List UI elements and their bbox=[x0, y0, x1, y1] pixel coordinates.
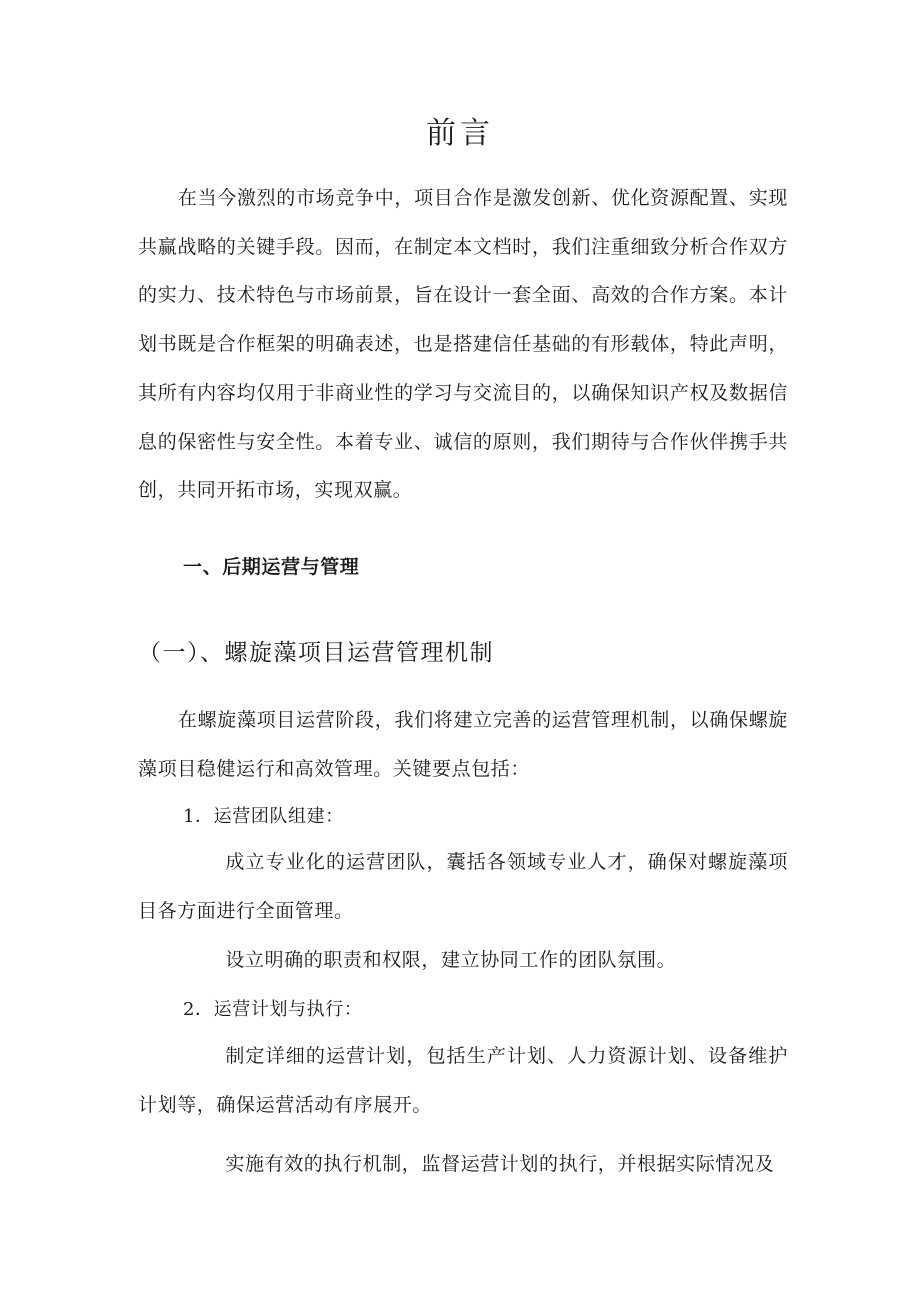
subsection-heading: （一）、螺旋藻项目运营管理机制 bbox=[138, 640, 494, 666]
list-item-paragraph: 实施有效的执行机制，监督运营计划的执行，并根据实际情况及 bbox=[225, 1153, 775, 1175]
page-title: 前言 bbox=[426, 116, 494, 151]
section-heading: 一、后期运营与管理 bbox=[183, 556, 360, 578]
preface-paragraph: 在当今激烈的市场竞争中，项目合作是激发创新、优化资源配置、实现共赢战略的关键手段。因而，在制定本文档时，我们注重细致分析合作双方的实力、技术特色与市场前景，旨在设计一套全面、高效的合作方案。本计划书既是合作框架的明确表述，也是搭建信任基础的有形载体，特此声明，其所有内容均仅用于非商业性的学习与交流目的，以确保知识产权及数据信息的保密性与安全性。本着专业、诚信的原则，我们期待与合作伙伴携手共创，共同开拓市场，实现双赢。 bbox=[138, 187, 788, 502]
list-item-paragraph: 设立明确的职责和权限，建立协同工作的团队氛围。 bbox=[225, 949, 677, 971]
list-item-paragraph: 制定详细的运营计划，包括生产计划、人力资源计划、设备维护计划等，确保运营活动有序展开。 bbox=[138, 1045, 788, 1116]
list-item-title: 2．运营计划与执行： bbox=[183, 999, 363, 1020]
list-item-title: 1．运营团队组建： bbox=[183, 806, 344, 827]
subsection-intro-paragraph: 在螺旋藻项目运营阶段，我们将建立完善的运营管理机制，以确保螺旋藻项目稳健运行和高效管理。关键要点包括： bbox=[138, 709, 788, 780]
list-item-paragraph: 成立专业化的运营团队，囊括各领域专业人才，确保对螺旋藻项目各方面进行全面管理。 bbox=[138, 851, 788, 922]
